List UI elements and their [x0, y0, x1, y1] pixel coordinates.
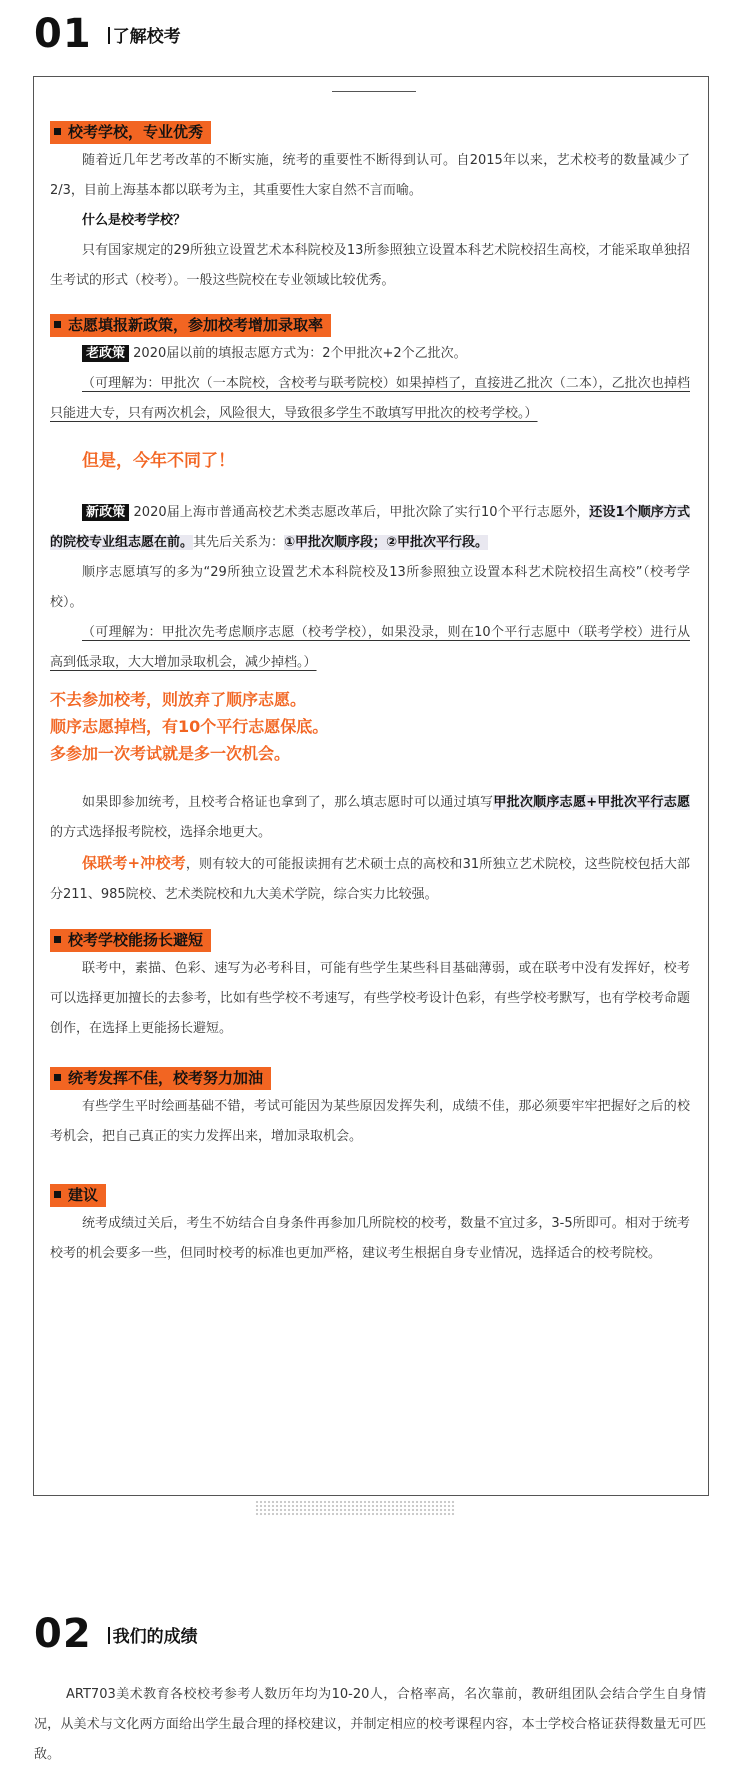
- paragraph: 保联考+冲校考，则有较大的可能报读拥有艺术硕士点的高校和31所独立艺术院校，这些院校包括大部分211、985院校、艺术类院校和九大美术学院，综合实力比较强。: [50, 854, 690, 902]
- section-number: 01: [34, 11, 92, 57]
- section-title: 我们的成绩: [108, 1622, 198, 1647]
- paragraph: 随着近几年艺考改革的不断实施，统考的重要性不断得到认可。自2015年以来，艺术校考的数量减少了2/3，目前上海基本都以联考为主，其重要性大家自然不言而喻。: [50, 153, 690, 198]
- section-number: 02: [34, 1611, 92, 1657]
- tag-new-policy: 志愿填报新政策，参加校考增加录取率: [50, 314, 331, 337]
- but-headline: 但是，今年不同了！: [82, 451, 235, 471]
- square-bullet-icon: [54, 1191, 61, 1198]
- section-01-header: [34, 11, 181, 57]
- card-divider: [332, 91, 416, 92]
- section-title: 了解校考: [108, 22, 181, 47]
- orange-point-1: 不去参加校考，则放弃了顺序志愿。: [50, 690, 307, 709]
- paragraph: 只有国家规定的29所独立设置艺术本科院校及13所参照独立设置本科艺术院校招生高校，才能采取单独招生考试的形式（校考）。一般这些院校在专业领域比较优秀。: [50, 243, 690, 288]
- square-bullet-icon: [54, 936, 61, 943]
- new-policy-badge: 新政策: [82, 504, 129, 521]
- paragraph: 顺序志愿填写的多为“29所独立设置艺术本科院校及13所参照独立设置本科艺术院校招生高校”（校考学校）。: [50, 565, 690, 610]
- tag-try-harder: 统考发挥不佳，校考努力加油: [50, 1067, 271, 1090]
- paragraph: ART703美术教育各校校考参考人数历年均为10-20人，合格率高，名次靠前，教研组团队会结合学生自身情况，从美术与文化两方面给出学生最合理的择校建议，并制定相应的校考课程内容，本士学校合格证获得数量无可匹敌。: [34, 1687, 706, 1762]
- paragraph: 统考成绩过关后，考生不妨结合自身条件再参加几所院校的校考，数量不宜过多，3-5所即可。相对于统考校考的机会要多一些，但同时校考的标准也更加严格，建议考生根据自身专业情况，选择适合的校考院校。: [50, 1216, 690, 1261]
- orange-point-2: 顺序志愿掉档，有10个平行志愿保底。: [50, 717, 329, 736]
- tag-suggestion: 建议: [50, 1184, 106, 1207]
- tag-school-exam: 校考学校，专业优秀: [50, 121, 211, 144]
- orange-point-3: 多参加一次考试就是多一次机会。: [50, 744, 291, 763]
- square-bullet-icon: [54, 128, 61, 135]
- old-policy-line: 老政策 2020届以前的填报志愿方式为：2个甲批次+2个乙批次。: [82, 339, 690, 369]
- tag-strengths: 校考学校能扬长避短: [50, 929, 211, 952]
- old-policy-note: （可理解为：甲批次（一本院校，含校考与联考院校）如果掉档了，直接进乙批次（二本），乙批次也掉档只能进大专，只有两次机会，风险很大，导致很多学生不敢填写甲批次的校考学校。）: [50, 376, 690, 421]
- question-heading: 什么是校考学校？: [82, 213, 187, 228]
- square-bullet-icon: [54, 321, 61, 328]
- new-policy-line: 新政策 2020届上海市普通高校艺术类志愿改革后，甲批次除了实行10个平行志愿外，还设1个顺序方式的院校专业组志愿在前。其先后关系为：①甲批次顺序段；②甲批次平行段。: [50, 505, 690, 550]
- paragraph: 如果即参加统考，且校考合格证也拿到了，那么填志愿时可以通过填写甲批次顺序志愿+甲批次平行志愿的方式选择报考院校，选择余地更大。: [50, 795, 690, 840]
- paragraph: 联考中，素描、色彩、速写为必考科目，可能有些学生某些科目基础薄弱，或在联考中没有发挥好，校考可以选择更加擅长的去参考，比如有些学校不考速写，有些学校考设计色彩，有些学校考默写，也有学校考命题创作，在选择上更能扬长避短。: [50, 961, 690, 1036]
- paragraph: 有些学生平时绘画基础不错，考试可能因为某些原因发挥失利，成绩不佳，那必须要牢牢把握好之后的校考机会，把自己真正的实力发挥出来，增加录取机会。: [50, 1099, 690, 1144]
- dotted-decoration: [255, 1500, 455, 1516]
- old-policy-badge: 老政策: [82, 345, 129, 362]
- square-bullet-icon: [54, 1074, 61, 1081]
- new-policy-note: （可理解为：甲批次先考虑顺序志愿（校考学校），如果没录，则在10个平行志愿中（联考学校）进行从高到低录取，大大增加录取机会，减少掉档。）: [50, 625, 690, 670]
- section-02-header: [34, 1611, 198, 1657]
